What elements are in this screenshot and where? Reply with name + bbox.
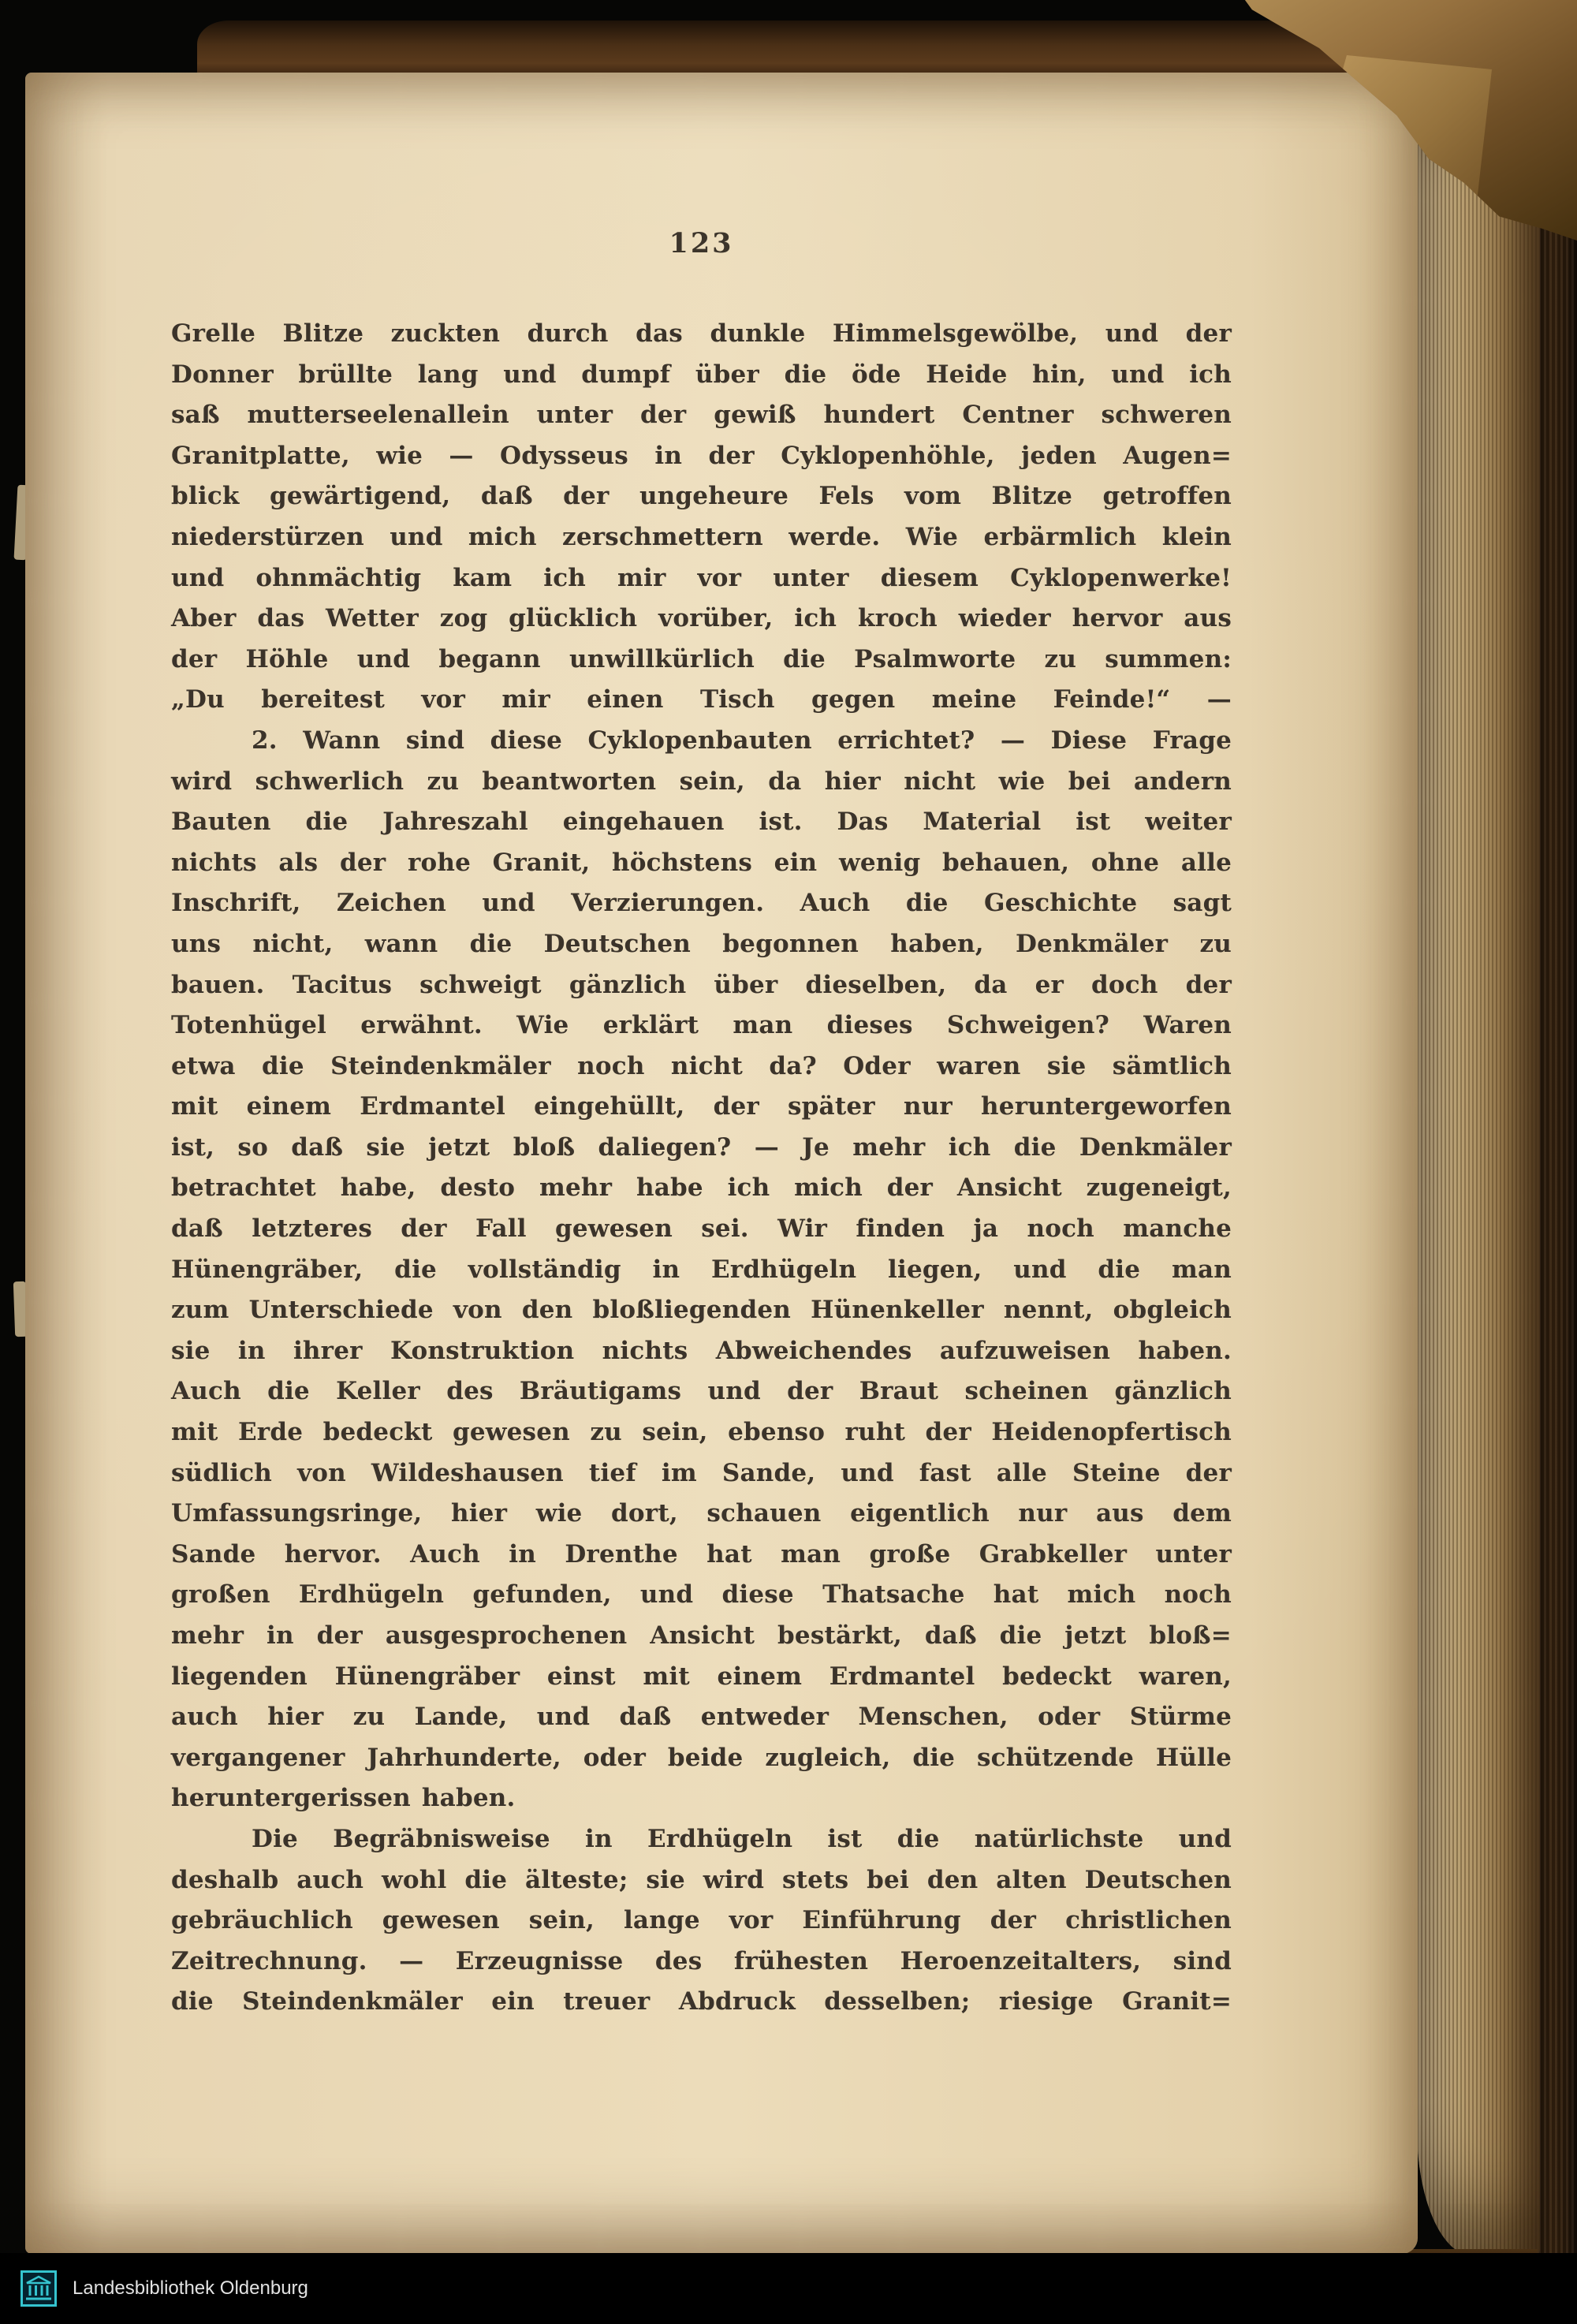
text-line: Sande hervor. Auch in Drenthe hat man große Grabkeller unter — [171, 1539, 1232, 1569]
text-line: Hünengräber, die vollständig in Erdhügeln liegen, und die man — [171, 1255, 1232, 1284]
text-line: die Steindenkmäler ein treuer Abdruck desselben; riesige Granit= — [171, 1987, 1232, 2016]
library-name: Landesbibliothek Oldenburg — [73, 2277, 308, 2299]
book-page — [25, 73, 1418, 2254]
text-line: mit einem Erdmantel eingehüllt, der später nur heruntergeworfen — [171, 1092, 1232, 1121]
text-line: heruntergerissen haben. — [171, 1784, 516, 1813]
text-line: liegenden Hünengräber einst mit einem Erdmantel bedeckt waren, — [171, 1662, 1232, 1691]
text-line: uns nicht, wann die Deutschen begonnen haben, Denkmäler zu — [171, 929, 1232, 958]
text-line: der Höhle und begann unwillkürlich die Psalmworte zu summen: — [171, 644, 1232, 673]
text-line: 2. Wann sind diese Cyklopenbauten errichtet? — Diese Frage — [252, 726, 1232, 755]
text-line: mit Erde bedeckt gewesen zu sein, ebenso ruht der Heidenopfertisch — [171, 1418, 1232, 1447]
text-line: auch hier zu Lande, und daß entweder Menschen, oder Stürme — [171, 1703, 1232, 1732]
text-line: betrachtet habe, desto mehr habe ich mich der Ansicht zugeneigt, — [171, 1173, 1232, 1203]
text-line: Bauten die Jahreszahl eingehauen ist. Das Material ist weiter — [171, 808, 1232, 837]
text-line: ist, so daß sie jetzt bloß daliegen? — Je mehr ich die Denkmäler — [171, 1132, 1232, 1162]
text-line: Die Begräbnisweise in Erdhügeln ist die natürlichste und — [252, 1824, 1232, 1853]
text-line: mehr in der ausgesprochenen Ansicht bestärkt, daß die jetzt bloß= — [171, 1621, 1232, 1650]
text-line: daß letzteres der Fall gewesen sei. Wir finden ja noch manche — [171, 1214, 1232, 1244]
page-stack-fore-edge — [1417, 93, 1540, 2255]
text-line: etwa die Steindenkmäler noch nicht da? Oder waren sie sämtlich — [171, 1051, 1232, 1080]
text-line: Inschrift, Zeichen und Verzierungen. Auch die Geschichte sagt — [171, 889, 1232, 918]
text-line: saß mutterseelenallein unter der gewiß hundert Centner schweren — [171, 401, 1232, 430]
text-line: blick gewärtigend, daß der ungeheure Fels vom Blitze getroffen — [171, 482, 1232, 511]
page-number: 123 — [669, 227, 734, 259]
text-line: Granitplatte, wie — Odysseus in der Cyklopenhöhle, jeden Augen= — [171, 441, 1232, 470]
text-line: niederstürzen und mich zerschmettern werde. Wie erbärmlich klein — [171, 522, 1232, 551]
text-line: Aber das Wetter zog glücklich vorüber, ich kroch wieder hervor aus — [171, 604, 1232, 633]
text-line: Totenhügel erwähnt. Wie erklärt man dieses Schweigen? Waren — [171, 1011, 1232, 1040]
text-line: vergangener Jahrhunderte, oder beide zugleich, die schützende Hülle — [171, 1743, 1232, 1772]
text-line: Umfassungsringe, hier wie dort, schauen eigentlich nur aus dem — [171, 1499, 1232, 1528]
text-line: Grelle Blitze zuckten durch das dunkle Himmelsgewölbe, und der — [171, 319, 1232, 348]
footer-bar — [0, 2253, 1577, 2324]
text-line: Auch die Keller des Bräutigams und der Braut scheinen gänzlich — [171, 1377, 1232, 1406]
text-line: bauen. Tacitus schweigt gänzlich über dieselben, da er doch der — [171, 970, 1232, 999]
library-logo-icon — [21, 2270, 57, 2307]
text-line: gebräuchlich gewesen sein, lange vor Einführung der christlichen — [171, 1906, 1232, 1935]
text-line: und ohnmächtig kam ich mir vor unter diesem Cyklopenwerke! — [171, 563, 1232, 592]
text-line: großen Erdhügeln gefunden, und diese Thatsache hat mich noch — [171, 1580, 1232, 1610]
text-line: südlich von Wildeshausen tief im Sande, und fast alle Steine der — [171, 1458, 1232, 1487]
text-line: deshalb auch wohl die älteste; sie wird stets bei den alten Deutschen — [171, 1865, 1232, 1894]
text-line: Zeitrechnung. — Erzeugnisse des frühesten Heroenzeitalters, sind — [171, 1946, 1232, 1975]
text-line: sie in ihrer Konstruktion nichts Abweichendes aufzuweisen haben. — [171, 1336, 1232, 1365]
text-line: wird schwerlich zu beantworten sein, da hier nicht wie bei andern — [171, 767, 1232, 796]
text-line: Donner brüllte lang und dumpf über die öde Heide hin, und ich — [171, 360, 1232, 389]
text-line: „Du bereitest vor mir einen Tisch gegen meine Feinde!“ — — [171, 685, 1232, 714]
text-line: nichts als der rohe Granit, höchstens ein wenig behauen, ohne alle — [171, 848, 1232, 877]
text-line: zum Unterschiede von den bloßliegenden Hünenkeller nennt, obgleich — [171, 1296, 1232, 1325]
page-text — [171, 314, 1232, 2023]
